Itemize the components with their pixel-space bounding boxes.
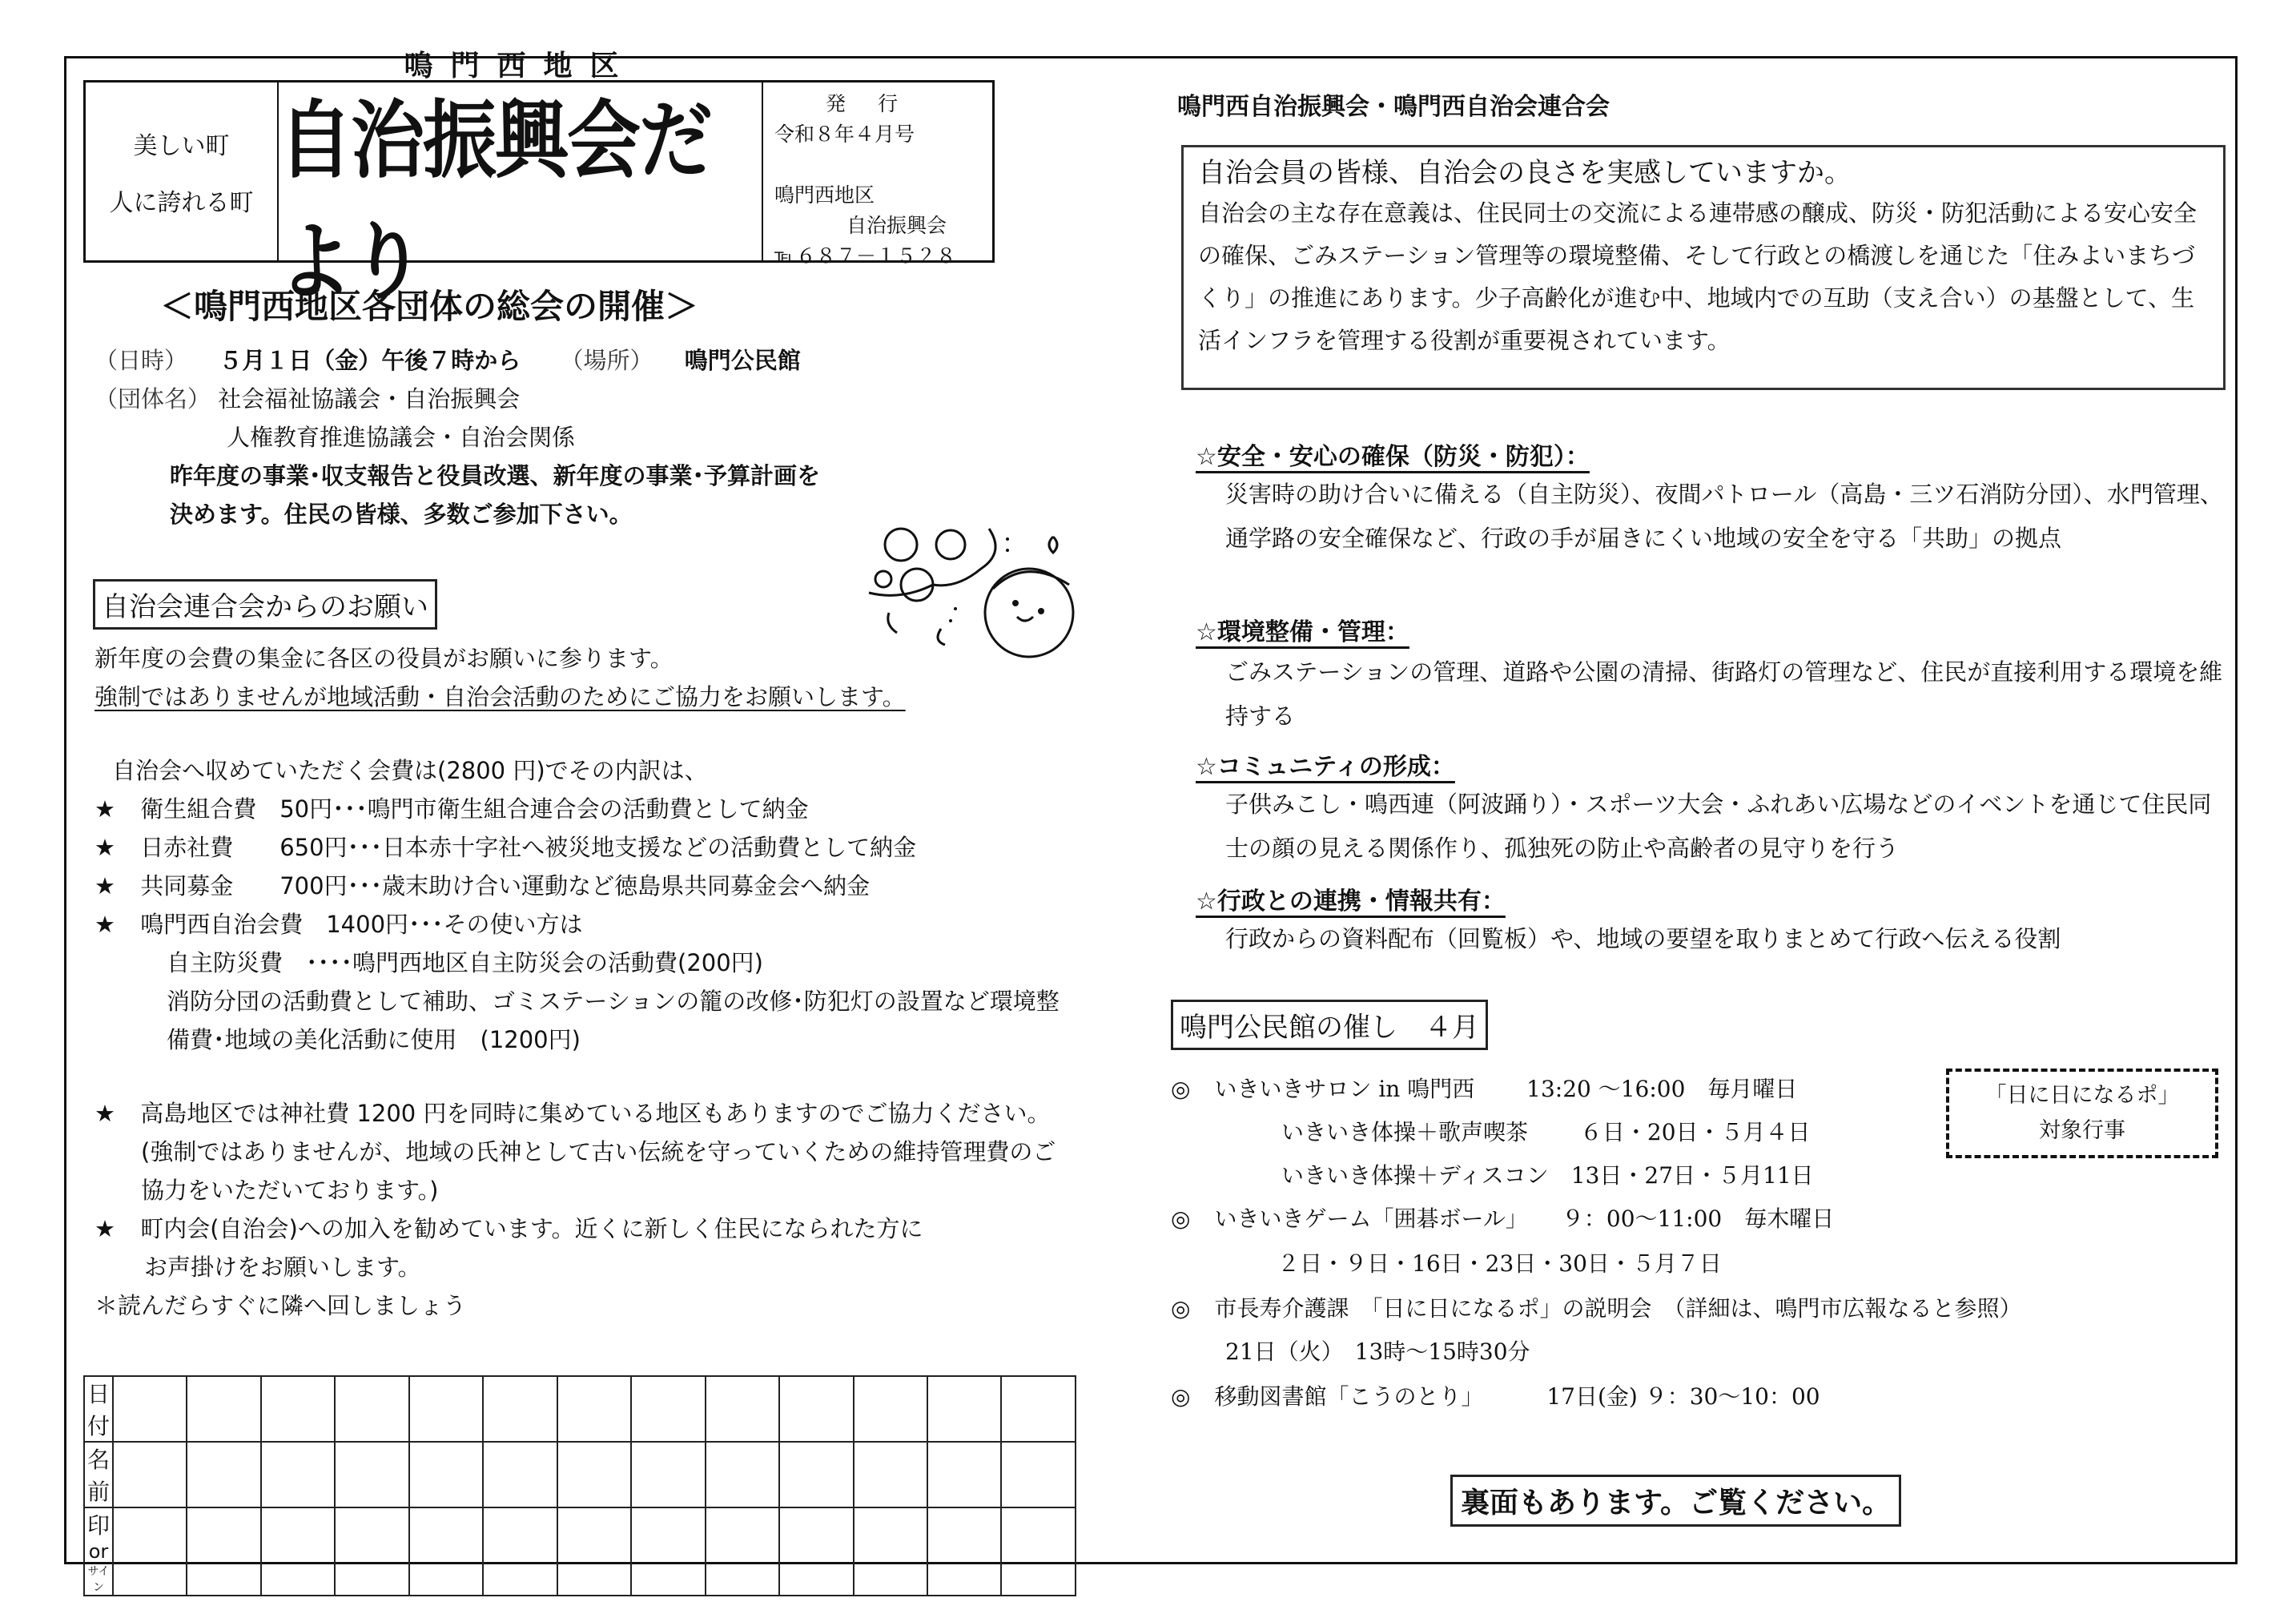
groups-line-2: 人権教育推進協議会・自治会関係 [227,424,576,451]
newsletter-title-block [279,49,763,312]
publisher-line-1: 鳴門西地区 [774,183,875,207]
topic-body-environment: ごみステーションの管理、道路や公園の清掃、街路灯の管理など、住民が直接利用する環境を維持する [1225,658,2223,730]
fee-item: ★ 日赤社費 650円･･･日本赤十字社へ被災地支援などの活動費として納金 [94,834,917,861]
name-cell[interactable] [557,1442,631,1507]
publisher-line-2: 自治振興会 [846,214,947,237]
topic-heading-community: ☆コミュニティの形成： [1196,753,1455,781]
meeting-notice-1: 昨年度の事業･収支報告と役員改選、新年度の事業･予算計画を [170,462,821,489]
note-line: お声掛けをお願いします。 [144,1254,421,1281]
date-cell[interactable] [779,1376,853,1442]
event-item: いきいき体操＋歌声喫茶 ６日・20日・５月４日 [1281,1119,1811,1145]
slogan-line-2: 人に誇れる町 [109,188,254,217]
organization-title: 鳴門西自治振興会・鳴門西自治会連合会 [1177,93,1610,121]
date-cell[interactable] [335,1376,408,1442]
row-label-name: 名前 [84,1442,113,1507]
usage-line: 消防分団の活動費として補助、ゴミステーションの籠の改修･防犯灯の設置など環境整 [167,988,1060,1015]
meeting-place: 鳴門公民館 [684,347,801,374]
usage-line: 備費･地域の美化活動に使用 (1200円) [167,1026,581,1053]
datetime-label: （日時） [94,347,188,374]
intro-box [1181,145,2226,390]
name-cell[interactable] [409,1442,483,1507]
event-item: ◎ 移動図書館「こうのとり」 17日(金) ９：30～10：00 [1171,1383,1820,1410]
note-line: 協力をいただいております。) [141,1177,439,1204]
district-name: 鳴門西地区 [404,49,637,83]
date-cell[interactable] [483,1376,557,1442]
star-icon: ★ [94,795,115,823]
date-cell[interactable] [187,1376,260,1442]
slogan-line-1: 美しい町 [133,131,230,160]
seal-cell[interactable] [335,1507,408,1596]
name-cell[interactable] [113,1442,187,1507]
seal-cell[interactable] [483,1507,557,1596]
event-item: ◎ いきいきゲーム「囲碁ボール」 ９：00～11:00 毎木曜日 [1171,1205,1835,1232]
newsletter-title: 自治振興会だより [279,91,712,312]
name-cell[interactable] [261,1442,335,1507]
name-cell[interactable] [706,1442,779,1507]
star-icon: ★ [94,1215,115,1242]
event-item: 21日（火） 13時～15時30分 [1225,1338,1530,1365]
note-line: ★ 高島地区では神社費 1200 円を同時に集めている地区もありますのでご協力ください。 [94,1100,1051,1127]
date-cell[interactable] [261,1376,335,1442]
name-cell[interactable] [927,1442,1001,1507]
table-row-seal [84,1507,1076,1596]
request-line-2: 強制ではありませんが地域活動・自治会活動のためにご協力をお願いします。 [94,683,906,710]
seal-cell[interactable] [631,1507,705,1596]
name-cell[interactable] [187,1442,260,1507]
name-cell[interactable] [335,1442,408,1507]
issue-date: 令和８年４月号 [774,123,915,146]
double-circle-icon: ◎ [1171,1295,1191,1322]
seal-cell[interactable] [557,1507,631,1596]
topic-heading-safety: ☆安全・安心の確保（防災・防犯）： [1196,443,1590,471]
pass-on-note: ＊読んだらすぐに隣へ回しましょう [94,1292,467,1319]
star-icon: ★ [94,834,115,861]
name-cell[interactable] [854,1442,927,1507]
seal-cell[interactable] [113,1507,187,1596]
meeting-datetime-row [94,343,801,376]
topic-heading-government: ☆行政との連携・情報共有： [1196,887,1506,916]
event-item: いきいき体操＋ディスコン 13日・27日・５月11日 [1281,1162,1814,1189]
topic-body-government: 行政からの資料配布（回覧板）や、地域の要望を取りまとめて行政へ伝える役割 [1225,925,2061,952]
seal-cell[interactable] [409,1507,483,1596]
meeting-groups-row [94,381,520,414]
issue-info [763,83,992,268]
date-cell[interactable] [631,1376,705,1442]
meeting-notice-2: 決めます。住民の皆様、多数ご参加下さい。 [170,501,633,528]
circulation-sign-table [83,1375,1076,1596]
intro-body: 自治会の主な存在意義は、住民同士の交流による連帯感の醸成、防災・防犯活動による安心安全の確保、ごみステーション管理等の環境整備、そして行政との橋渡しを通じた「住みよいまちづくり」の推進にあります。少子高齢化が進む中、地域内での互助（支え合い）の基盤として、生活インフラを管理する役割が重要視されています。 [1198,199,2197,354]
publisher-tel: ℡６８７－１５２８ [774,244,956,268]
groups-line-1: 社会福祉協議会・自治振興会 [218,385,521,413]
star-icon: ★ [94,911,115,938]
nichi-box-line-1: 「日に日になるポ」 [1984,1083,2180,1108]
event-item: ◎ いきいきサロン in 鳴門西 13:20 ～16:00 毎月曜日 [1171,1076,1798,1102]
issue-label: 発行 [825,92,930,115]
place-label: （場所） [560,347,653,374]
double-circle-icon: ◎ [1171,1383,1191,1410]
note-line: ★ 町内会(自治会)への加入を勧めています。近くに新しく住民になられた方に [94,1215,923,1242]
seal-cell[interactable] [779,1507,853,1596]
topic-body-safety: 災害時の助け合いに備える（自主防災）、夜間パトロール（高島・三ツ石消防分団）、水門管理、通学路の安全確保など、行政の手が届きにくい地域の安全を守る「共助」の拠点 [1225,481,2223,552]
table-row-name [84,1442,1076,1507]
fee-intro: 自治会へ収めていただく会費は(2800 円)でその内訳は、 [112,757,708,784]
date-cell[interactable] [409,1376,483,1442]
row-label-seal: 印 or サイン [84,1507,113,1596]
star-icon: ★ [94,872,115,900]
date-cell[interactable] [557,1376,631,1442]
date-cell[interactable] [113,1376,187,1442]
note-line: (強制ではありませんが、地域の氏神として古い伝統を守っていくための維持管理費のご [141,1138,1056,1165]
events-heading: 鳴門公民館の催し ４月 [1171,1000,1488,1050]
date-cell[interactable] [1001,1376,1076,1442]
intro-lead: 自治会員の皆様、自治会の良さを実感していますか。 [1198,157,1852,189]
groups-label: （団体名） [94,385,211,413]
date-cell[interactable] [927,1376,1001,1442]
usage-line: 自主防災費 ････鳴門西地区自主防災会の活動費(200円) [167,949,763,976]
seal-cell[interactable] [706,1507,779,1596]
name-cell[interactable] [483,1442,557,1507]
topic-heading-environment: ☆環境整備・管理： [1196,618,1409,646]
cherry-blossom-girl-illustration [861,509,1093,661]
meeting-datetime: ５月１日（金）午後７時から [219,347,521,374]
seal-cell[interactable] [927,1507,1001,1596]
request-heading: 自治会連合会からのお願い [93,579,437,630]
back-side-note: 裏面もあります。ご覧ください。 [1450,1475,1901,1527]
request-line-1: 新年度の会費の集金に各区の役員がお願いに参ります。 [94,645,674,672]
nichi-box-line-2: 対象行事 [2039,1118,2125,1143]
event-item: ◎ 市長寿介護課 「日に日になるポ」の説明会 （詳細は、鳴門市広報なると参照） [1171,1295,2022,1322]
row-label-date: 日付 [84,1376,113,1442]
fee-item: ★ 共同募金 700円･･･歳末助け合い運動など徳島県共同募金会へ納金 [94,872,871,900]
slogan [86,83,279,260]
seal-cell[interactable] [1001,1507,1076,1596]
seal-cell[interactable] [187,1507,260,1596]
topic-body-community: 子供みこし・鳴西連（阿波踊り）・スポーツ大会・ふれあい広場などのイベントを通じて住民同士の顔の見える関係作り、孤独死の防止や高齢者の見守りを行う [1225,791,2212,862]
fee-item: ★ 衛生組合費 50円･･･鳴門市衛生組合連合会の活動費として納金 [94,795,809,823]
star-icon: ★ [94,1100,115,1127]
double-circle-icon: ◎ [1171,1076,1191,1102]
seal-cell[interactable] [261,1507,335,1596]
double-circle-icon: ◎ [1171,1205,1191,1232]
name-cell[interactable] [631,1442,705,1507]
seal-cell[interactable] [854,1507,927,1596]
event-item: ２日・９日・16日・23日・30日・５月７日 [1277,1250,1722,1277]
name-cell[interactable] [779,1442,853,1507]
table-row-date [84,1376,1076,1442]
fee-item: ★ 鳴門西自治会費 1400円･･･その使い方は [94,911,583,938]
nichi-points-box [1946,1069,2218,1158]
date-cell[interactable] [854,1376,927,1442]
meeting-heading: ＜鳴門西地区各団体の総会の開催＞ [160,287,699,326]
name-cell[interactable] [1001,1442,1076,1507]
date-cell[interactable] [706,1376,779,1442]
